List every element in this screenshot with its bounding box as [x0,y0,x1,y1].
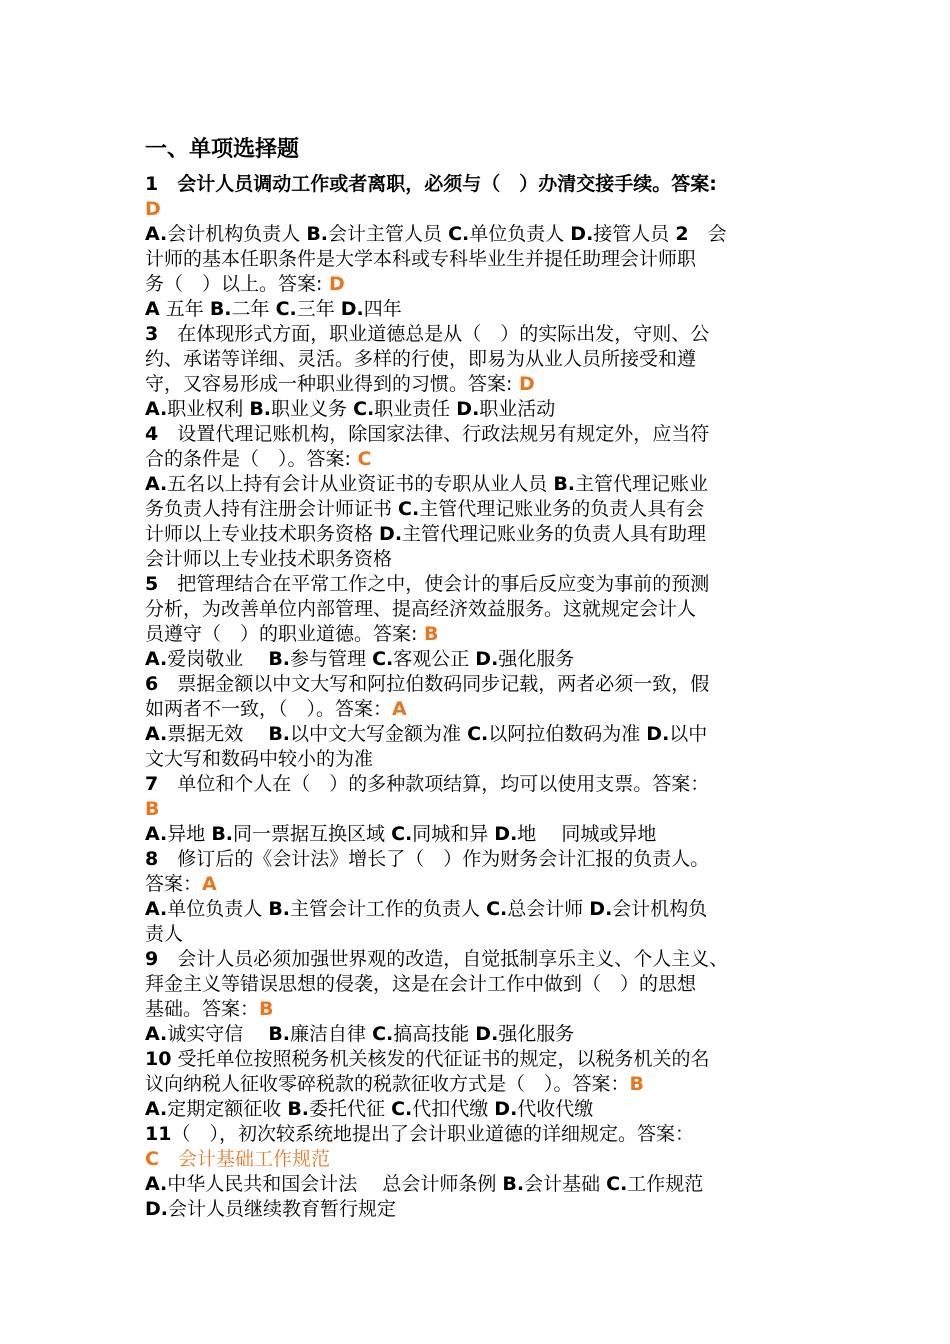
text-span: 诚实守信 [167,1023,269,1045]
text-line [145,872,813,897]
text-line [145,722,813,747]
text-span: B. [268,648,291,670]
text-span: C. [467,723,489,745]
text-span: 三年 [296,298,341,320]
text-line [145,1122,813,1147]
answer-text: C [350,448,372,470]
text-span: 议向纳税人征收零碎税款的税款征收方式是（ ）。答案： [145,1073,630,1095]
text-line [145,272,813,297]
text-span: A. [145,648,168,670]
text-span: A. [145,898,168,920]
text-line [145,747,813,772]
text-span: 8 [145,848,159,870]
text-span: 票据无效 [167,723,269,745]
text-span: A. [145,723,168,745]
text-span: 以阿拉伯数码为准 [488,723,647,745]
text-span: B. [268,1023,291,1045]
text-span: D. [494,823,518,845]
text-line [145,347,813,372]
text-span: 文大写和数码中较小的为准 [145,748,374,770]
section-heading: 一、单项选择题 [145,137,300,162]
text-span: 工作规范 [627,1173,704,1195]
text-span: C. [486,898,508,920]
text-span: A. [145,398,168,420]
text-span: 会计人员继续教育暂行规定 [168,1198,397,1220]
text-span: 在体现形式方面，职业道德总是从（ ）的实际出发，守则、公 [158,323,710,345]
text-span: D. [379,523,403,545]
text-span: 约、承诺等详细、灵活。多样的行使，即易为从业人员所接受和遵 [145,348,697,370]
text-line [145,397,813,422]
text-span: 主管会计工作的负责人 [290,898,487,920]
text-span: D. [145,1198,168,1220]
answer-text: 会计基础工作规范 [158,1148,330,1170]
text-line [145,172,813,197]
text-span: C. [372,1023,394,1045]
text-span: A. [145,823,168,845]
text-line [145,247,813,272]
text-span: 把管理结合在平常工作之中，使会计的事后反应变为事前的预测 [158,573,710,595]
text-span: B. [502,1173,525,1195]
text-span: 9 [145,948,159,970]
text-span: 五年 [159,298,210,320]
answer-text: C [145,1148,159,1170]
text-span: 10 [145,1048,172,1070]
text-line [145,647,813,672]
text-line [145,472,813,497]
text-span: 会计主管人员 [328,223,449,245]
text-span: D. [340,298,364,320]
text-span: 合的条件是（ ）。答案: [145,448,351,470]
text-span: 务（ ）以上。答案: [145,273,323,295]
text-span: 五名以上持有会计从业资证书的专职从业人员 [167,473,554,495]
text-line [145,997,813,1022]
answer-text: B [145,798,160,820]
text-span: 2 [675,223,689,245]
text-span: 基础。答案： [145,998,260,1020]
text-span: 计师以上专业技术职务资格 [145,523,380,545]
answer-text: B [417,623,439,645]
text-span: 廉洁自律 [290,1023,373,1045]
text-span: C. [606,1173,628,1195]
text-span: 地 同城或异地 [517,823,657,845]
text-span: 主管代理记账业 [575,473,709,495]
text-span: 委托代征 [309,1098,392,1120]
text-span: 5 [145,573,159,595]
text-line [145,822,813,847]
text-line [145,1147,813,1172]
text-span: B. [287,1098,310,1120]
text-span: 二年 [231,298,276,320]
answer-text: A [392,698,407,720]
text-span: 票据金额以中文大写和阿拉伯数码同步记载，两者必须一致，假 [158,673,710,695]
text-span: 爱岗敬业 [167,648,269,670]
text-line [145,622,813,647]
text-span: 定期定额征收 [167,1098,288,1120]
text-line [145,297,813,322]
text-span: 会计机构负 [612,898,708,920]
text-span: 同一票据互换区域 [233,823,392,845]
text-line [145,772,813,797]
text-span: 会计人员必须加强世界观的改造，自觉抵制享乐主义、个人主义、 [158,948,729,970]
text-line [145,322,813,347]
text-span: 参与管理 [290,648,373,670]
text-span: 分析，为改善单位内部管理、提高经济效益服务。这就规定会计人 [145,598,697,620]
text-line [145,1072,813,1097]
text-line [145,1022,813,1047]
text-line [145,447,813,472]
text-span: 员遵守（ ）的职业道德。答案: [145,623,418,645]
text-span: D. [570,223,594,245]
text-span: 1 会计人员调动工作或者离职，必须与（ ）办清交接手续。答案: [145,173,717,195]
text-span: C. [398,498,420,520]
text-line [145,972,813,997]
text-span: 强化服务 [498,1023,575,1045]
text-span: 会计机构负责人 [167,223,307,245]
text-line [145,797,813,822]
text-span: 务负责人持有注册会计师证书 [145,498,399,520]
text-span: 主管代理记账业务的负责人具有会 [419,498,705,520]
text-span: A. [145,1173,168,1195]
text-span: 单位负责人 [167,898,269,920]
text-span: 计师的基本任职条件是大学本科或专科毕业生并提任助理会计师职 [145,248,697,270]
text-span: 职业活动 [479,398,556,420]
text-span: C. [372,648,394,670]
text-span: A. [145,1023,168,1045]
text-span: （ ），初次较系统地提出了会计职业道德的详细规定。答案： [171,1123,694,1145]
text-span: 4 [145,423,159,445]
text-span: 以中文大写金额为准 [290,723,468,745]
text-span: 守，又容易形成一种职业得到的习惯。答案: [145,373,513,395]
text-span: 搞高技能 [393,1023,476,1045]
text-span: B. [268,723,291,745]
text-span: 如两者不一致，（ ）。答案： [145,698,393,720]
text-span: 代扣代缴 [412,1098,495,1120]
text-span: 以中 [669,723,708,745]
text-span: 会计师以上专业技术职务资格 [145,548,393,570]
answer-text: D [512,373,535,395]
text-line [145,422,813,447]
text-span: A [145,298,160,320]
answer-text: A [202,873,217,895]
text-span: 职业义务 [271,398,354,420]
text-line [145,1097,813,1122]
answer-text: D [145,198,161,220]
text-line [145,897,813,922]
text-span: 代收代缴 [517,1098,594,1120]
text-span: 强化服务 [498,648,575,670]
text-line [145,597,813,622]
text-span: B. [249,398,272,420]
text-span: B. [306,223,329,245]
text-span: C. [275,298,297,320]
text-line [145,697,813,722]
text-line [145,922,813,947]
text-line [145,947,813,972]
text-span: C. [391,823,413,845]
text-span: B. [211,823,234,845]
answer-text: B [259,998,274,1020]
text-line [145,522,813,547]
answer-text: D [322,273,345,295]
text-span: C. [448,223,470,245]
text-span: 单位和个人在（ ）的多种款项结算，均可以使用支票。答案： [158,773,710,795]
text-span: B. [553,473,576,495]
text-span: 3 [145,323,159,345]
text-span: 同城和异 [412,823,495,845]
text-span: 设置代理记账机构，除国家法律、行政法规另有规定外，应当符 [158,423,710,445]
text-span: 7 [145,773,159,795]
text-span: A. [145,473,168,495]
text-line [145,1172,813,1197]
text-span: 职业权利 [167,398,250,420]
text-span: 6 [145,673,159,695]
text-span: 受托单位按照税务机关核发的代征证书的规定，以税务机关的名 [171,1048,710,1070]
text-span: A. [145,1098,168,1120]
text-span: 中华人民共和国会计法 总会计师条例 [167,1173,503,1195]
text-span: D. [475,1023,499,1045]
text-span: 拜金主义等错误思想的侵袭，这是在会计工作中做到（ ）的思想 [145,973,697,995]
text-line [145,497,813,522]
text-span: D. [475,648,499,670]
answer-text: B [629,1073,644,1095]
text-span: D. [494,1098,518,1120]
text-span: 职业责任 [374,398,457,420]
text-span: D. [456,398,480,420]
text-line [145,572,813,597]
text-span: C. [391,1098,413,1120]
text-span: B. [268,898,291,920]
text-span: 总会计师 [507,898,590,920]
text-span: 单位负责人 [469,223,571,245]
text-line [145,222,813,247]
text-span: 主管代理记账业务的负责人具有助理 [402,523,707,545]
text-span: D. [646,723,670,745]
text-span: 客观公正 [393,648,476,670]
text-span: 修订后的《会计法》增长了（ ）作为财务会计汇报的负责人。 [158,848,710,870]
text-span: 异地 [167,823,212,845]
text-line [145,847,813,872]
text-line [145,672,813,697]
text-line [145,1197,813,1222]
text-span: 答案： [145,873,203,895]
text-line [145,547,813,572]
text-span: 11 [145,1123,172,1145]
text-span: 会计基础 [524,1173,607,1195]
text-line [145,372,813,397]
document-page [145,130,813,1222]
text-span: D. [589,898,613,920]
text-line [145,197,813,222]
text-span: C. [353,398,375,420]
text-span: 接管人员 [593,223,676,245]
question-list [145,172,813,1222]
text-span: 会 [688,223,727,245]
text-line [145,1047,813,1072]
text-span: 责人 [145,923,184,945]
text-span: B. [209,298,232,320]
text-span: A. [145,223,168,245]
text-span: 四年 [363,298,402,320]
